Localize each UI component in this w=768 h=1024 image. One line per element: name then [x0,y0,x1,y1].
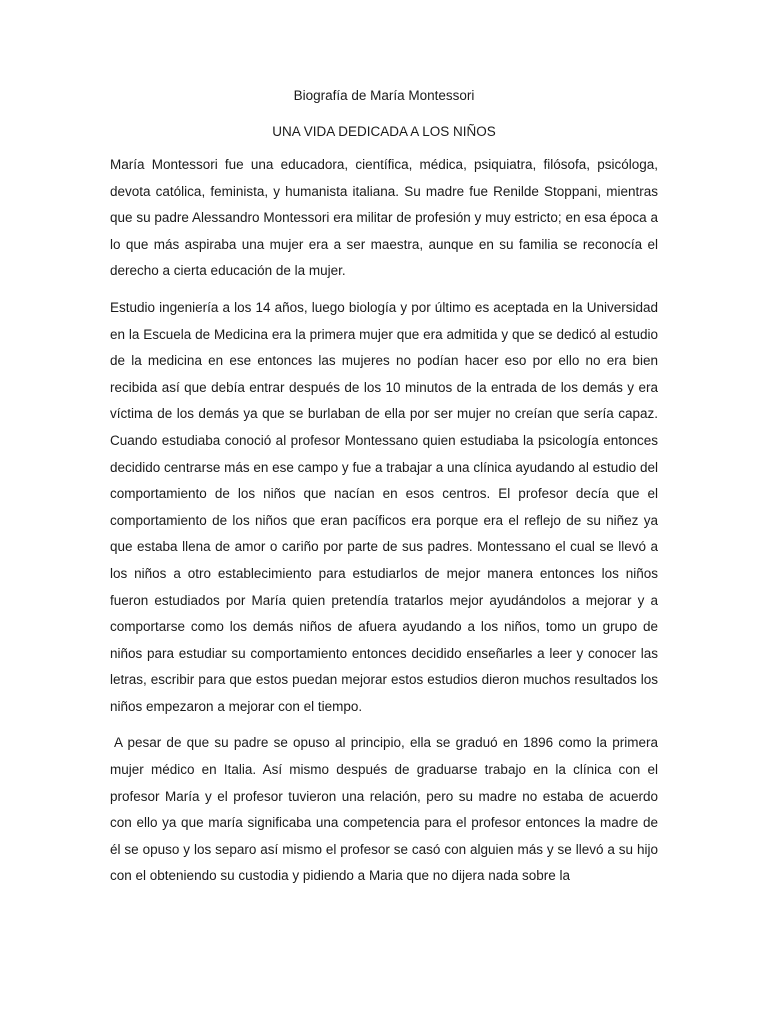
document-title: Biografía de María Montessori [293,88,475,103]
document-subtitle: UNA VIDA DEDICADA A LOS NIÑOS [272,124,496,139]
document-body [110,86,658,890]
paragraph-3: A pesar de que su padre se opuso al principio, ella se graduó en 1896 como la primera mujer médico en Italia. Así mismo después de graduarse trabajo en la clínica con el profesor María y el profesor tuvieron una relación, pero su madre no estaba de acuerdo con ello ya que maría significaba una competencia para el profesor entonces la madre de él se opuso y los separo así mismo el profesor se casó con alguien más y se llevó a su hijo con el obteniendo su custodia y pidiendo a Maria que no dijera nada sobre la [110,735,658,884]
paragraph-2: Estudio ingeniería a los 14 años, luego biología y por último es aceptada en la Universidad en la Escuela de Medicina era la primera mujer que era admitida y que se dedicó al estudio de la medicina en ese entonces las mujeres no podían hacer eso por ello no era bien recibida así que debía entrar después de los 10 minutos de la entrada de los demás y era víctima de los demás ya que se burlaban de ella por ser mujer no creían que sería capaz. Cuando estudiaba conoció al profesor Montessano quien estudiaba la psicología entonces decidido centrarse más en ese campo y fue a trabajar a una clínica ayudando al estudio del comportamiento de los niños que nacían en esos centros. El profesor decía que el comportamiento de los niños que eran pacíficos era porque era el reflejo de su niñez ya que estaba llena de amor o cariño por parte de sus padres. Montessano el cual se llevó a los niños a otro establecimiento para estudiarlos de mejor manera entonces los niños fueron estudiados por María quien pretendía tratarlos mejor ayudándolos a mejorar y a comportarse como los demás niños de afuera ayudando a los niños, tomo un grupo de niños para estudiar su comportamiento entonces decidido enseñarles a leer y conocer las letras, escribir para que estos puedan mejorar estos estudios dieron muchos resultados los niños empezaron a mejorar con el tiempo. [110,299,658,714]
paragraph-1: María Montessori fue una educadora, científica, médica, psiquiatra, filósofa, psicóloga, devota católica, feminista, y humanista italiana. Su madre fue Renilde Stoppani, mientras que su padre Alessandro Montessori era militar de profesión y muy estricto; en esa época a lo que más aspiraba una mujer era a ser maestra, aunque en su familia se reconocía el derecho a cierta educación de la mujer. [110,157,658,279]
